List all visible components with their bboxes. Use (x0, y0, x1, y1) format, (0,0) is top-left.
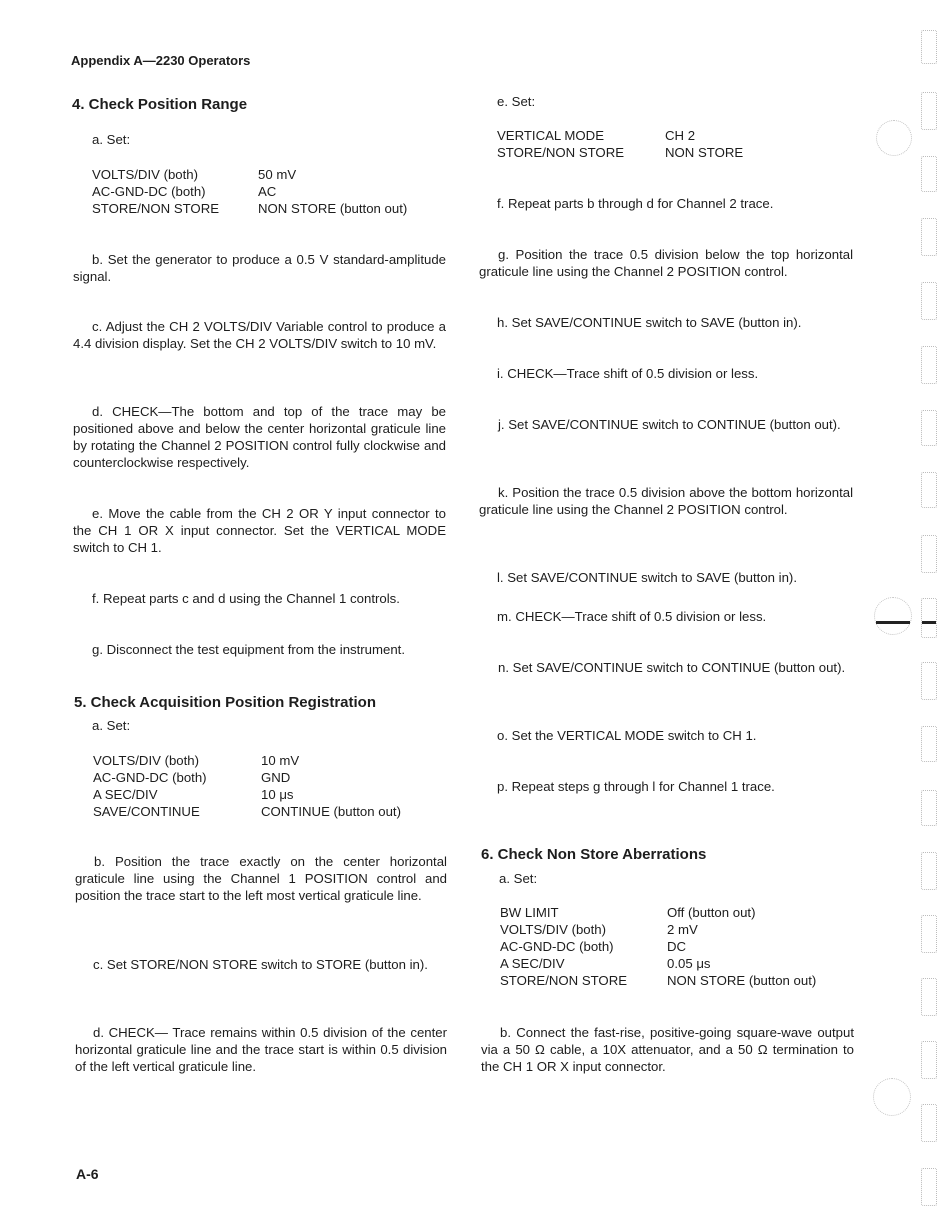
binder-slot (921, 598, 937, 638)
setting-key: AC-GND-DC (both) (93, 770, 207, 785)
setting-key: SAVE/CONTINUE (93, 804, 200, 819)
setting-key: STORE/NON STORE (500, 973, 628, 988)
step-5c: c. Set STORE/NON STORE switch to STORE (button in). (93, 957, 428, 972)
section-4-title: 4. Check Position Range (72, 96, 248, 113)
settings-table-4a (92, 166, 452, 218)
setting-key: AC-GND-DC (both) (92, 184, 206, 199)
settings-table-5a (93, 752, 453, 821)
setting-value: CH 2 (665, 128, 696, 143)
setting-key: STORE/NON STORE (92, 201, 220, 216)
setting-key: A SEC/DIV (93, 787, 158, 802)
binder-slot (921, 1168, 937, 1206)
step-m: m. CHECK—Trace shift of 0.5 division or less. (497, 609, 767, 624)
setting-key: BW LIMIT (500, 905, 559, 920)
setting-value: CONTINUE (button out) (261, 804, 401, 819)
setting-value: NON STORE (button out) (258, 201, 408, 216)
setting-value: 0.05 μs (667, 956, 711, 971)
step-j: j. Set SAVE/CONTINUE switch to CONTINUE (button out). (498, 417, 841, 432)
setting-value: NON STORE (665, 145, 744, 160)
step-g: g. Position the trace 0.5 division below the top horizontal graticule line using the Channel 2 POSITION control. (479, 247, 853, 279)
setting-key: STORE/NON STORE (497, 145, 625, 160)
setting-value: 10 μs (261, 787, 294, 802)
step-4e: e. Move the cable from the CH 2 OR Y input connector to the CH 1 OR X input connector. Set the VERTICAL MODE switch to CH 1. (73, 506, 446, 555)
step-4g: g. Disconnect the test equipment from the instrument. (92, 642, 405, 657)
setting-key: VOLTS/DIV (both) (92, 167, 199, 182)
setting-value: GND (261, 770, 291, 785)
setting-key: VERTICAL MODE (497, 128, 604, 143)
binder-slot (921, 662, 937, 700)
binder-slot (921, 92, 937, 130)
step-f: f. Repeat parts b through d for Channel 2 trace. (497, 196, 774, 211)
page-number: A-6 (76, 1166, 99, 1182)
setting-key: VOLTS/DIV (both) (500, 922, 607, 937)
binder-slot (921, 282, 937, 320)
step-6b: b. Connect the fast-rise, positive-going square-wave output via a 50 Ω cable, a 10X attenuator, and a 50 Ω termination to the CH 1 OR X input connector. (481, 1025, 854, 1074)
step-5d: d. CHECK— Trace remains within 0.5 division of the center horizontal graticule line and the trace start is within 0.5 division of the left vertical graticule line. (75, 1025, 447, 1074)
binder-slot (921, 156, 937, 192)
step-e: e. Set: (497, 94, 536, 109)
step-4d: d. CHECK—The bottom and top of the trace may be positioned above and below the center horizontal graticule line by rotating the Channel 2 POSITION control fully clockwise and counterclockwise respectively. (73, 404, 446, 470)
section-6-title: 6. Check Non Store Aberrations (481, 846, 707, 863)
registration-mark-icon (876, 621, 910, 624)
step-k: k. Position the trace 0.5 division above the bottom horizontal graticule line using the Channel 2 POSITION control. (479, 485, 853, 517)
binder-slot (921, 790, 937, 826)
binder-slot (921, 535, 937, 573)
binder-slot (921, 915, 937, 953)
binder-slot (921, 218, 937, 256)
setting-value: Off (button out) (667, 905, 756, 920)
settings-table-6a (500, 904, 840, 990)
binder-slot (921, 852, 937, 890)
step-o: o. Set the VERTICAL MODE switch to CH 1. (497, 728, 757, 743)
step-4c: c. Adjust the CH 2 VOLTS/DIV Variable control to produce a 4.4 division display. Set the CH 2 VOLTS/DIV switch to 10 mV. (73, 319, 446, 351)
setting-value: 10 mV (261, 753, 300, 768)
settings-table-e (497, 127, 817, 162)
setting-key: AC-GND-DC (both) (500, 939, 614, 954)
setting-value: NON STORE (button out) (667, 973, 817, 988)
step-4f: f. Repeat parts c and d using the Channel 1 controls. (92, 591, 400, 606)
binder-slot (921, 726, 937, 762)
step-4b: b. Set the generator to produce a 0.5 V standard-amplitude signal. (73, 252, 446, 284)
step-n: n. Set SAVE/CONTINUE switch to CONTINUE (button out). (498, 660, 846, 675)
setting-value: 50 mV (258, 167, 297, 182)
step-p: p. Repeat steps g through l for Channel 1 trace. (497, 779, 775, 794)
page-header: Appendix A—2230 Operators (71, 53, 251, 68)
setting-key: A SEC/DIV (500, 956, 565, 971)
step-6a: a. Set: (499, 871, 538, 886)
step-l: l. Set SAVE/CONTINUE switch to SAVE (button in). (497, 570, 797, 585)
step-4a: a. Set: (92, 132, 131, 147)
step-5a: a. Set: (92, 718, 131, 733)
step-h: h. Set SAVE/CONTINUE switch to SAVE (button in). (497, 315, 802, 330)
binder-slot (921, 472, 937, 508)
binder-slot (921, 30, 937, 64)
binder-slot (921, 1104, 937, 1142)
section-5-title: 5. Check Acquisition Position Registration (74, 694, 376, 711)
step-5b: b. Position the trace exactly on the center horizontal graticule line using the Channel 1 POSITION control and position the trace start to the left most vertical graticule line. (75, 854, 447, 903)
registration-mark-icon (922, 621, 936, 624)
binder-slot (921, 978, 937, 1016)
punch-hole-icon (873, 1078, 911, 1116)
punch-hole-icon (876, 120, 912, 156)
binder-slot (921, 346, 937, 384)
setting-value: 2 mV (667, 922, 698, 937)
setting-value: DC (667, 939, 687, 954)
binder-slot (921, 1041, 937, 1079)
binder-slot (921, 410, 937, 446)
punch-hole-icon (874, 597, 912, 635)
step-i: i. CHECK—Trace shift of 0.5 division or less. (497, 366, 759, 381)
setting-key: VOLTS/DIV (both) (93, 753, 200, 768)
setting-value: AC (258, 184, 277, 199)
